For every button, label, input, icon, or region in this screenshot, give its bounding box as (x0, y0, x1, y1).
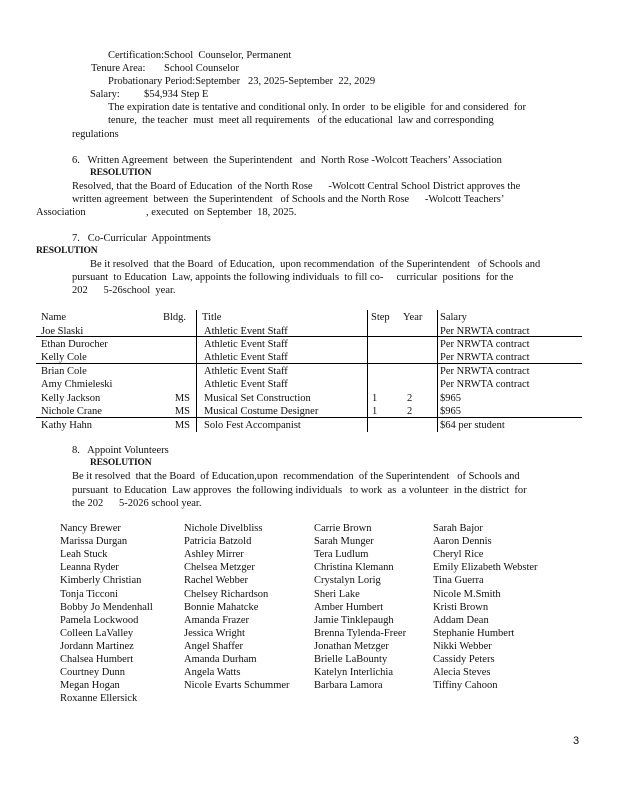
item6-heading: 6. Written Agreement between the Superintendent and North Rose -Wolcott Teachers’ Association (72, 155, 502, 166)
volunteer-name: Patricia Batzold (184, 536, 252, 548)
header-step: Step (371, 312, 390, 323)
tenure-note-line1: The expiration date is tentative and conditional only. In order to be eligible for and considered for (108, 102, 527, 113)
item8-line1: Be it resolved that the Board of Education,upon recommendation of the Superintendent of Schools and (72, 471, 520, 482)
volunteer-name: Amanda Durham (184, 654, 257, 665)
volunteer-name: Roxanne Ellersick (60, 693, 138, 705)
cell-salary: $64 per student (440, 420, 505, 431)
item8-resolution-label: RESOLUTION (90, 458, 152, 468)
volunteer-name: Leanna Ryder (60, 562, 119, 574)
item7-line1: Be it resolved that the Board of Education, upon recommendation of the Superintendent of Schools and (90, 259, 541, 270)
volunteer-name: Nichole Divelbliss (184, 523, 263, 534)
volunteer-name: Kimberly Christian (60, 575, 142, 587)
item7-line3: 202 5-26school year. (72, 285, 176, 296)
cell-title: Musical Costume Designer (204, 406, 319, 417)
cell-salary: Per NRWTA contract (440, 352, 530, 363)
item8-line2: pursuant to Education Law approves the following individuals to work as a volunteer in the district for (72, 485, 527, 496)
volunteer-name: Brielle LaBounty (314, 654, 388, 665)
cell-step: 1 (372, 393, 378, 404)
cell-bldg: MS (174, 393, 190, 404)
cell-name: Brian Cole (41, 366, 87, 377)
item8-heading: 8. Appoint Volunteers (72, 445, 169, 456)
header-salary: Salary (440, 312, 467, 323)
volunteer-name: Bobby Jo Mendenhall (60, 601, 153, 613)
cell-salary: Per NRWTA contract (440, 366, 530, 377)
volunteer-name: Bonnie Mahatcke (184, 601, 259, 613)
volunteer-name: Sarah Munger (314, 536, 374, 548)
header-year: Year (403, 312, 423, 323)
cell-title: Athletic Event Staff (204, 366, 288, 377)
header-bldg: Bldg. (163, 312, 187, 323)
volunteer-name: Jonathan Metzger (314, 640, 389, 652)
cell-bldg: MS (174, 406, 190, 417)
header-name: Name (41, 312, 67, 323)
volunteer-name: Stephanie Humbert (433, 627, 515, 639)
cell-year: 2 (407, 406, 413, 417)
volunteer-name: Nancy Brewer (60, 523, 121, 534)
cell-title: Athletic Event Staff (204, 339, 288, 350)
volunteer-name: Jordann Martinez (60, 640, 134, 652)
cell-name: Amy Chmieleski (41, 379, 113, 390)
cell-bldg: MS (174, 420, 190, 431)
item6-resolution-label: RESOLUTION (90, 168, 152, 178)
volunteer-name: Angela Watts (184, 667, 241, 679)
volunteer-name: Angel Shaffer (184, 640, 243, 652)
volunteer-name: Tera Ludlum (314, 549, 369, 561)
volunteer-name: Megan Hogan (60, 680, 120, 692)
volunteer-name: Jamie Tinklepaugh (314, 614, 394, 626)
probationary-period: Probationary Period:September 23, 2025-September 22, 2029 (108, 76, 376, 87)
item7-heading: 7. Co-Curricular Appointments (72, 233, 211, 244)
tenure-area-label: Tenure Area: (91, 63, 146, 74)
tenure-area-value: School Counselor (164, 63, 239, 74)
cell-name: Nichole Crane (41, 406, 102, 417)
table-divider-salary (437, 310, 438, 432)
volunteer-name: Aaron Dennis (433, 536, 492, 548)
page-number: 3 (573, 735, 580, 747)
volunteer-name: Sarah Bajor (433, 523, 483, 534)
volunteer-name: Cassidy Peters (433, 654, 495, 665)
volunteer-name: Nikki Webber (433, 640, 492, 652)
salary-value: $54,934 Step E (144, 89, 209, 100)
volunteer-name: Tiffiny Cahoon (433, 680, 498, 692)
cell-salary: Per NRWTA contract (440, 379, 530, 390)
volunteer-name: Colleen LaValley (60, 627, 134, 639)
volunteer-name: Barbara Lamora (314, 680, 383, 692)
cell-name: Kathy Hahn (41, 420, 93, 431)
table-divider-step (367, 310, 368, 432)
volunteer-name: Tina Guerra (433, 575, 484, 587)
cell-step: 1 (372, 406, 378, 417)
volunteer-name: Alecia Steves (433, 667, 491, 679)
item6-line3-end: , executed on September 18, 2025. (146, 207, 297, 218)
item7-line2: pursuant to Education Law, appoints the following individuals to fill co- curricular positions for the (72, 272, 514, 283)
salary-label: Salary: (90, 89, 120, 100)
item6-line1: Resolved, that the Board of Education of the North Rose -Wolcott Central School District approves the (72, 181, 521, 192)
volunteer-name: Amanda Frazer (184, 614, 250, 626)
volunteer-name: Chelsey Richardson (184, 588, 269, 600)
cell-title: Solo Fest Accompanist (204, 420, 301, 431)
table-divider-title (196, 310, 197, 432)
volunteer-name: Pamela Lockwood (60, 614, 139, 626)
item7-resolution-label: RESOLUTION (36, 246, 98, 256)
cell-title: Athletic Event Staff (204, 379, 288, 390)
volunteer-name: Jessica Wright (184, 627, 245, 639)
cell-salary: Per NRWTA contract (440, 339, 530, 350)
tenure-note-line3: regulations (72, 129, 119, 140)
volunteer-name: Addam Dean (433, 614, 489, 626)
item8-line3: the 202 5-2026 school year. (72, 498, 202, 509)
cell-name: Joe Slaski (41, 326, 84, 337)
cell-year: 2 (407, 393, 413, 404)
volunteer-name: Emily Elizabeth Webster (433, 562, 538, 574)
cell-name: Kelly Cole (41, 352, 87, 363)
cell-salary: Per NRWTA contract (440, 326, 530, 337)
cell-title: Athletic Event Staff (204, 326, 288, 337)
volunteer-name: Katelyn Interlichia (314, 667, 394, 679)
volunteer-name: Chelsea Metzger (184, 562, 255, 574)
cell-salary: $965 (440, 393, 461, 404)
cell-salary: $965 (440, 406, 461, 417)
volunteer-name: Carrie Brown (314, 523, 372, 534)
volunteer-name: Rachel Webber (184, 575, 248, 587)
cell-name: Ethan Durocher (41, 339, 108, 350)
volunteer-name: Amber Humbert (314, 601, 384, 613)
header-title: Title (202, 312, 222, 323)
volunteer-name: Christina Klemann (314, 562, 394, 574)
volunteer-name: Courtney Dunn (60, 667, 126, 679)
cell-title: Athletic Event Staff (204, 352, 288, 363)
volunteer-name: Marissa Durgan (60, 536, 128, 548)
volunteer-name: Cheryl Rice (433, 549, 484, 561)
volunteer-name: Chalsea Humbert (60, 654, 134, 665)
volunteer-name: Sheri Lake (314, 588, 360, 600)
volunteer-name: Ashley Mirrer (184, 549, 244, 561)
volunteer-name: Tonja Ticconi (60, 588, 118, 600)
volunteer-name: Nicole M.Smith (433, 588, 501, 600)
tenure-note-line2: tenure, the teacher must meet all requirements of the educational law and corresponding (108, 115, 494, 126)
volunteer-name: Nicole Evarts Schummer (184, 680, 290, 692)
volunteer-name: Kristi Brown (433, 601, 489, 613)
volunteer-name: Brenna Tylenda-Freer (314, 627, 407, 639)
item6-line2: written agreement between the Superintendent of Schools and the North Rose -Wolcott Teachers’ (72, 194, 505, 205)
item6-line3-start: Association (36, 207, 86, 218)
certification-line: Certification:School Counselor, Permanent (108, 50, 292, 61)
volunteer-name: Leah Stuck (60, 549, 108, 561)
cell-title: Musical Set Construction (204, 393, 311, 404)
volunteer-name: Crystalyn Lorig (314, 575, 381, 587)
cell-name: Kelly Jackson (41, 393, 101, 404)
